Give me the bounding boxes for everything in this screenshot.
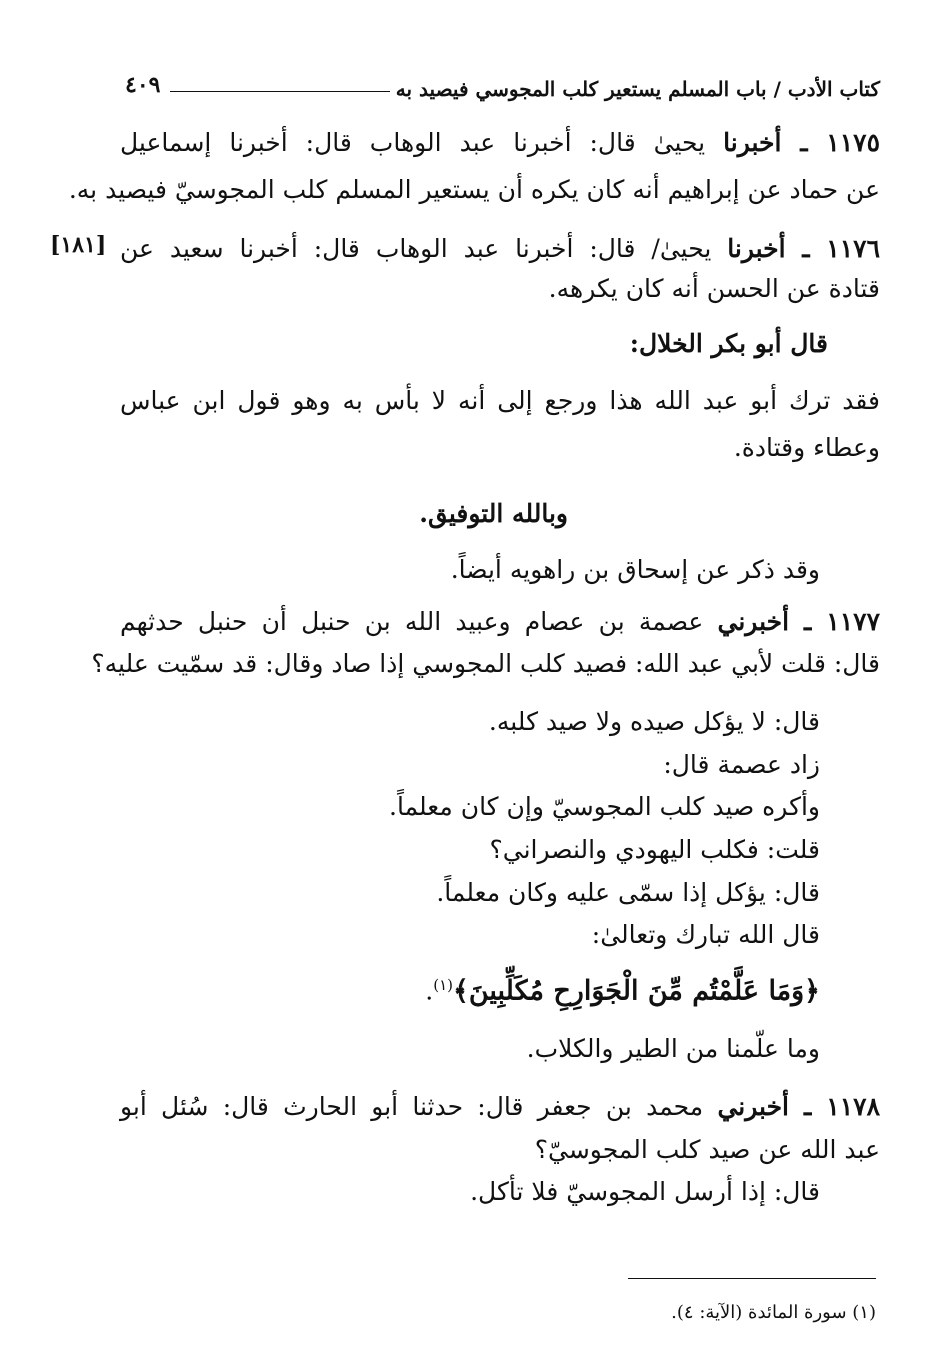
hadith-1178-line-1: [120, 1090, 880, 1124]
hadith-1176-line-2: قتادة عن الحسن أنه كان يكرهه.: [548, 274, 880, 303]
manuscript-folio-marker: [١٨١]: [50, 232, 107, 258]
hadith-number: ١١٧٦ ـ أخبرنا: [727, 234, 881, 263]
dialogue-line-2: زاد عصمة قال:: [663, 750, 820, 779]
footnote-separator: [628, 1278, 876, 1279]
ishaq-line: وقد ذكر عن إسحاق بن راهويه أيضاً.: [450, 555, 820, 584]
hadith-number: ١١٧٨ ـ أخبرني: [717, 1092, 881, 1121]
khallal-line-1: فقد ترك أبو عبد الله هذا ورجع إلى أنه لا بأس به وهو قول ابن عباس: [120, 386, 880, 415]
footnote: (١) سورة المائدة (الآية: ٤).: [671, 1302, 876, 1323]
hadith-text: عصمة بن عصام وعبيد الله بن حنبل أن حنبل حدثهم: [120, 607, 704, 636]
khallal-heading: قال أبو بكر الخلال:: [629, 329, 828, 358]
running-header-title: كتاب الأدب / باب المسلم يستعير كلب المجوسي فيصيد به: [395, 77, 880, 101]
quran-verse-line: [60, 968, 820, 1008]
dialogue-line-3: وأكره صيد كلب المجوسيّ وإن كان معلماً.: [389, 792, 820, 821]
hadith-1177-line-1: [120, 605, 880, 639]
khallal-line-2: وعطاء وقتادة.: [733, 433, 880, 462]
dialogue-line-4: قلت: فكلب اليهودي والنصراني؟: [489, 835, 820, 864]
quran-end-mark: .: [425, 976, 434, 1006]
dialogue-line-1: قال: لا يؤكل صيده ولا صيد كلبه.: [488, 707, 820, 736]
hadith-text: يحيىٰ قال: أخبرنا عبد الوهاب قال: أخبرنا إسماعيل: [120, 128, 706, 157]
dialogue-line-6: قال الله تبارك وتعالىٰ:: [591, 920, 820, 949]
hadith-number: ١١٧٥ ـ أخبرنا: [723, 128, 881, 157]
tawfiq-line: وبالله التوفيق.: [419, 499, 568, 528]
hadith-1178-line-3: قال: إذا أرسل المجوسيّ فلا تأكل.: [470, 1177, 820, 1206]
quran-verse: ﴿وَمَا عَلَّمْتُم مِّنَ الْجَوَارِحِ مُكَلِّبِينَ﴾: [453, 975, 820, 1007]
dialogue-line-7: وما علّمنا من الطير والكلاب.: [526, 1034, 820, 1063]
hadith-1175-line-2: عن حماد عن إبراهيم أنه كان يكره أن يستعير المسلم كلب المجوسيّ فيصيد به.: [68, 175, 880, 204]
page-number: ٤٠٩: [125, 72, 161, 98]
hadith-1175-line-1: [120, 126, 880, 160]
hadith-text: محمد بن جعفر قال: حدثنا أبو الحارث قال: سُئل أبو: [120, 1092, 704, 1121]
hadith-1177-line-2: قال: قلت لأبي عبد الله: فصيد كلب المجوسي إذا صاد وقال: قد سمّيت عليه؟: [91, 649, 880, 678]
header-rule: [170, 91, 390, 92]
hadith-text: يحيىٰ/ قال: أخبرنا عبد الوهاب قال: أخبرنا سعيد عن: [120, 234, 712, 263]
hadith-1178-line-2: عبد الله عن صيد كلب المجوسيّ؟: [534, 1135, 880, 1164]
hadith-number: ١١٧٧ ـ أخبرني: [717, 607, 881, 636]
hadith-1176-line-1: [120, 232, 880, 266]
footnote-ref: (١): [433, 976, 453, 994]
dialogue-line-5: قال: يؤكل إذا سمّى عليه وكان معلماً.: [436, 878, 820, 907]
